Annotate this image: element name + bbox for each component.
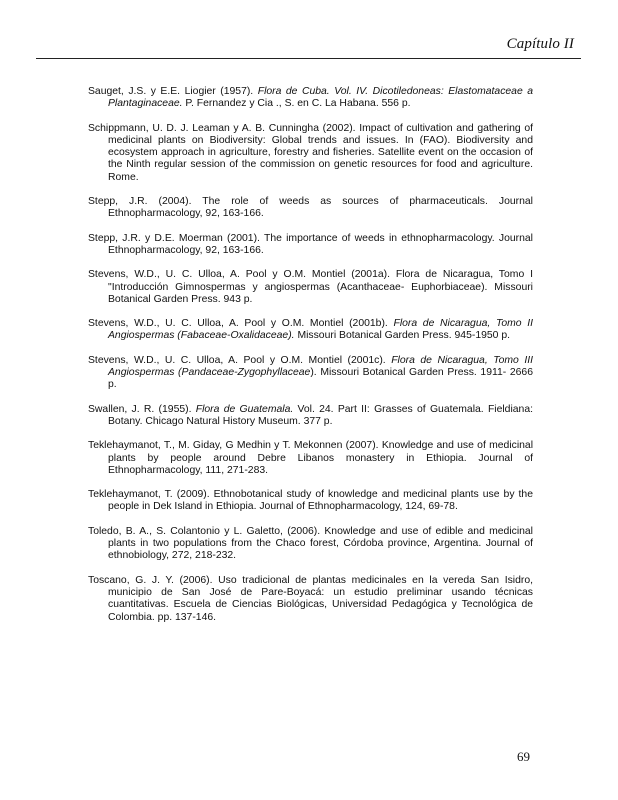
reference-title: Flora de Cuba. Vol. IV. Dicotiledoneas: Elastomataceae a Plantaginaceae.: [108, 86, 534, 110]
reference-title: Flora de Nicaragua, Tomo II Angiospermas (Fabaceae-Oxalidaceae).: [108, 318, 533, 342]
reference-details: Missouri Botanical Garden Press. 945-1950 p.: [294, 330, 510, 342]
reference-title: Flora de Nicaragua, Tomo III Angiospermas (Pandaceae-Zygophyllaceae: [108, 354, 534, 379]
page-number: 69: [517, 749, 530, 764]
reference-details: Toledo, B. A., S. Colantonio y L. Galetto, (2006). Knowledge and use of edible and medicinal plants in two populations from the Chaco forest, Córdoba province, Argentina. Journal of ethnobiology, 272, 218-232.: [88, 525, 533, 562]
chapter-title: Capítulo II: [506, 36, 574, 52]
reference-entry: [88, 489, 533, 514]
reference-entry: [88, 86, 533, 111]
reference-entry: [88, 526, 533, 563]
reference-details: Stevens, W.D., U. C. Ulloa, A. Pool y O.M. Montiel (2001a). Flora de Nicaragua, Tomo I "Introducción Gimnospermas y angiospermas (Acanthaceae- Euphorbiaceae). Missouri Botanical Garden Press. 943 p.: [88, 269, 533, 305]
reference-entry: [88, 123, 533, 184]
reference-entry: [88, 355, 533, 392]
reference-details: Stepp, J.R. y D.E. Moerman (2001). The importance of weeds in ethnopharmacology. Journal Ethnopharmacology, 92, 163-166.: [88, 232, 533, 256]
reference-list: [88, 86, 533, 636]
reference-title: Flora de Guatemala.: [195, 403, 294, 415]
reference-entry: [88, 196, 533, 221]
reference-details: Toscano, G. J. Y. (2006). Uso tradicional de plantas medicinales en la vereda San Isidro, municipio de San José de Pare-Boyacá: un estudio preliminar usando técnicas cuantitativas. Escuela de Ciencias Biológicas, Universidad Pedagógica y Tecnológica de Colombia. pp. 137-146.: [88, 574, 533, 623]
reference-details: Vol. 24. Part II: Grasses of Guatemala. Fieldiana: Botany. Chicago Natural History Museum. 377 p.: [108, 403, 533, 427]
reference-authors: Sauget, J.S. y E.E. Liogier (1957).: [88, 86, 258, 97]
reference-details: Teklehaymanot, T. (2009). Ethnobotanical study of knowledge and medicinal plants use by the people in Dek Island in Ethiopia. Journal of Ethnopharmacology, 124, 69-78.: [88, 489, 533, 513]
reference-details: Schippmann, U. D. J. Leaman y A. B. Cunningha (2002). Impact of cultivation and gathering of medicinal plants on Biodiversity: Global trends and issues. In (FAO). Biodiversity and ecosystem approach in agriculture, forestry and fisheries. Satellite event on the occasion of the Ninth regular session of the commission on genetic resources for food and agriculture. Rome.: [88, 122, 533, 183]
reference-entry: [88, 318, 533, 343]
reference-entry: [88, 575, 533, 624]
header-rule: [36, 58, 581, 59]
reference-entry: [88, 404, 533, 429]
reference-details: ). Missouri Botanical Garden Press. 1911- 2666 p.: [108, 367, 533, 391]
reference-entry: [88, 233, 533, 258]
reference-authors: Stevens, W.D., U. C. Ulloa, A. Pool y O.M. Montiel (2001c).: [88, 354, 392, 366]
reference-details: P. Fernandez y Cia ., S. en C. La Habana. 556 p.: [182, 98, 411, 110]
reference-authors: Stevens, W.D., U. C. Ulloa, A. Pool y O.M. Montiel (2001b).: [88, 318, 394, 330]
reference-authors: Swallen, J. R. (1955).: [88, 403, 196, 415]
reference-details: Teklehaymanot, T., M. Giday, G Medhin y T. Mekonnen (2007). Knowledge and use of medicinal plants by people around Debre Libanos monastery in Ethiopia. Journal of Ethnopharmacology, 111, 271-283.: [88, 440, 533, 476]
page-header: [36, 34, 581, 64]
reference-details: Stepp, J.R. (2004). The role of weeds as sources of pharmaceuticals. Journal Ethnopharmacology, 92, 163-166.: [88, 196, 533, 220]
reference-entry: [88, 440, 533, 477]
reference-entry: [88, 269, 533, 306]
